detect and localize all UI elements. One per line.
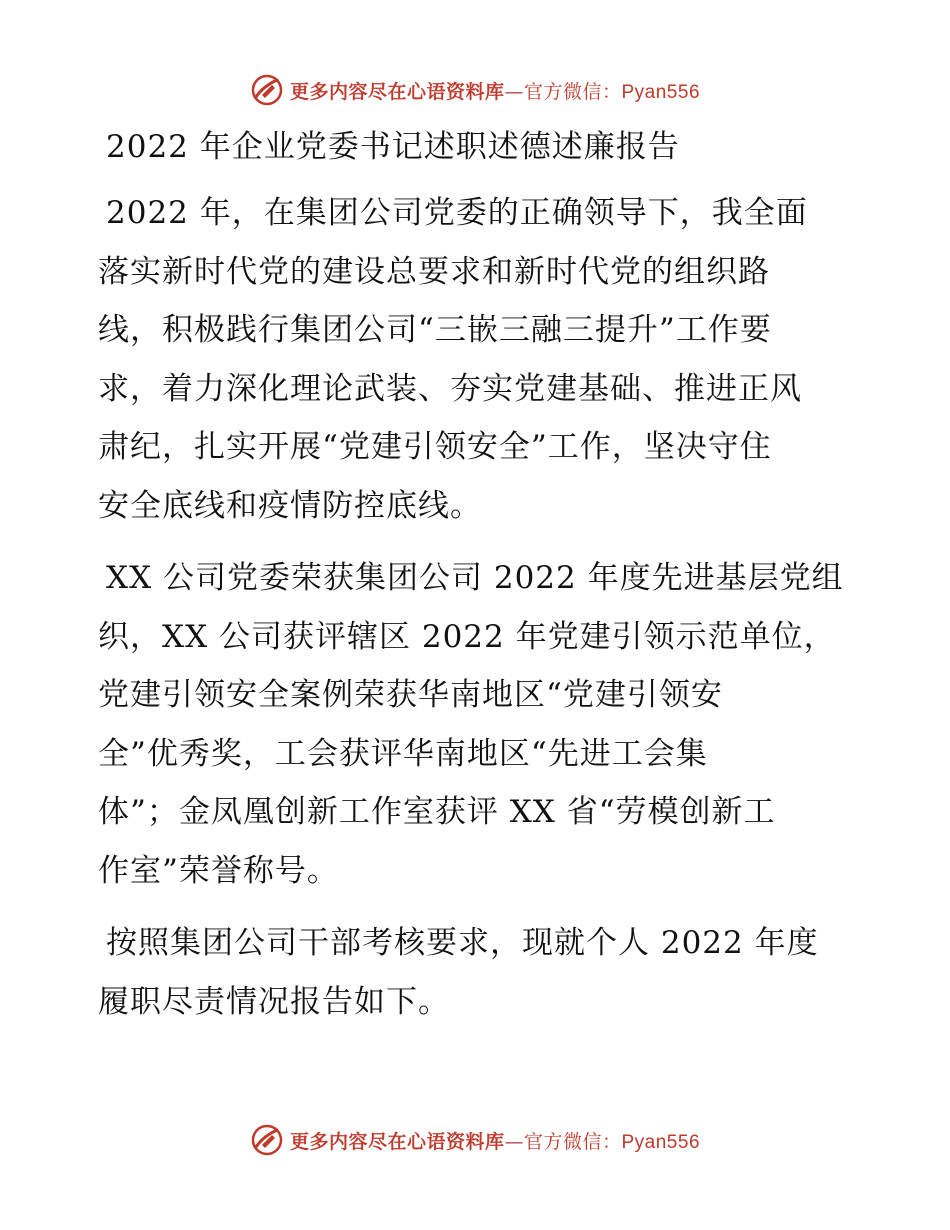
watermark-dash: — — [504, 1130, 524, 1153]
paragraph-line: 全”优秀奖，工会获评华南地区“先进工会集 — [98, 735, 708, 772]
watermark-wechat-label: 官方微信： — [523, 1130, 622, 1153]
watermark-wechat-id: Pyan556 — [621, 81, 701, 103]
paragraph-1 — [98, 184, 858, 535]
footer-watermark — [0, 1120, 950, 1160]
watermark-text — [290, 1127, 700, 1154]
header-watermark — [0, 70, 950, 110]
paragraph-line: 落实新时代党的建设总要求和新时代党的组织路 — [98, 253, 770, 290]
document-body — [98, 118, 858, 1045]
paragraph-line: 按照集团公司干部考核要求，现就个人 2022 年度 — [106, 925, 819, 961]
paragraph-line: 作室”荣誉称号。 — [98, 852, 339, 889]
paragraph-line: 履职尽责情况报告如下。 — [98, 983, 450, 1020]
watermark-wechat-label: 官方微信： — [523, 80, 622, 103]
paragraph-line: 2022 年，在集团公司党委的正确领导下，我全面 — [106, 195, 808, 231]
paragraph-line: 党建引领安全案例荣获华南地区“党建引领安 — [98, 677, 723, 713]
watermark-text — [290, 77, 700, 104]
paragraph-line: 肃纪，扎实开展“党建引领安全”工作，坚决守住 — [98, 429, 772, 465]
watermark-brand: 更多内容尽在心语资料库 — [289, 80, 505, 103]
paragraph-line: 织，XX 公司获评辖区 2022 年党建引领示范单位， — [98, 618, 836, 655]
watermark-dash: — — [504, 80, 524, 103]
paragraph-3 — [98, 914, 858, 1031]
paragraph-line: XX 公司党委荣获集团公司 2022 年度先进基层党组 — [106, 560, 844, 596]
paragraph-line: 安全底线和疫情防控底线。 — [98, 487, 482, 524]
paragraph-line: 求，着力深化理论武装、夯实党建基础、推进正风 — [98, 370, 802, 407]
document-title: 2022 年企业党委书记述职述德述廉报告 — [106, 129, 680, 165]
paragraph-line: 线，积极践行集团公司“三嵌三融三提升”工作要 — [98, 312, 772, 348]
paragraph-line: 体”；金凤凰创新工作室获评 XX 省“劳模创新工 — [98, 794, 776, 830]
pen-logo-icon — [250, 73, 284, 107]
pen-logo-icon — [250, 1123, 284, 1157]
watermark-wechat-id: Pyan556 — [621, 1131, 701, 1153]
paragraph-2 — [98, 549, 858, 900]
watermark-brand: 更多内容尽在心语资料库 — [289, 1130, 505, 1153]
